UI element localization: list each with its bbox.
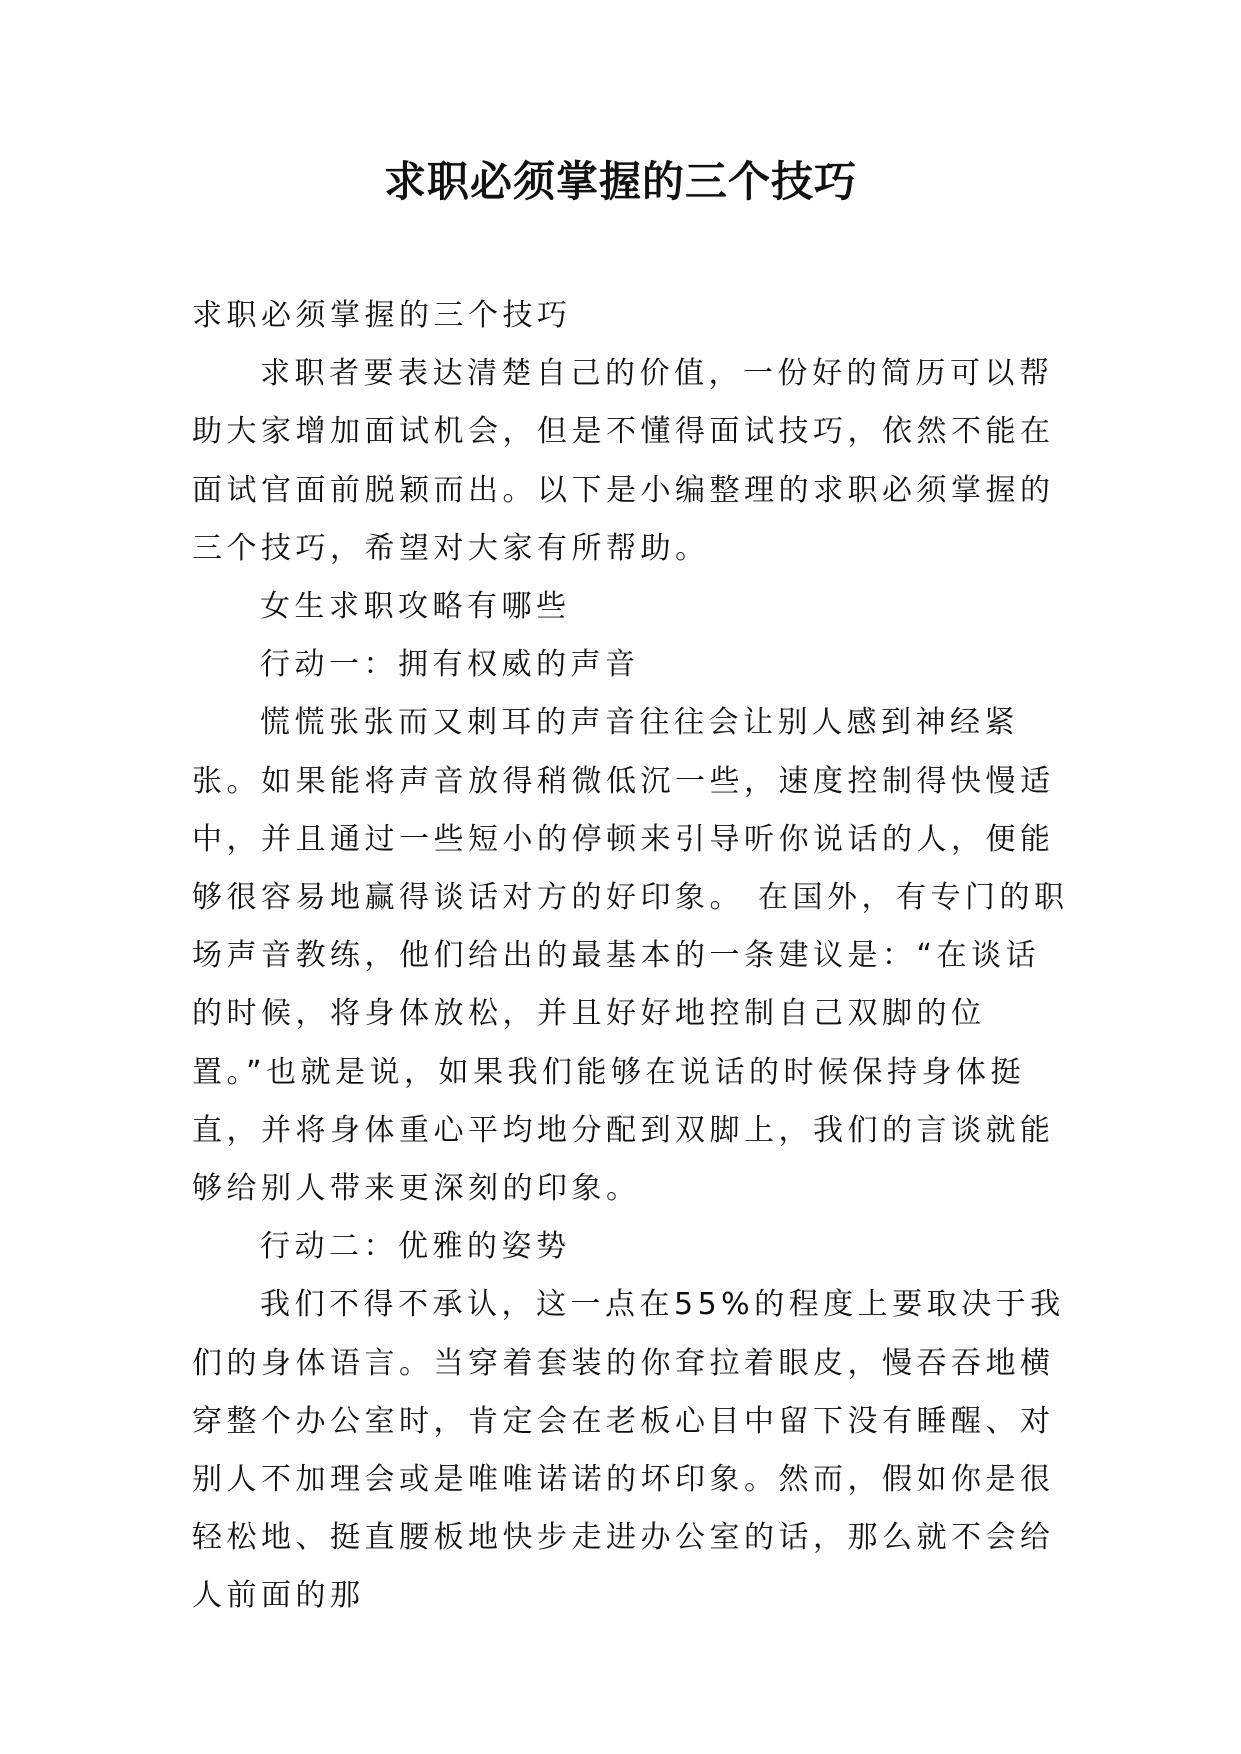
paragraph-action-one-heading: 行动一：拥有权威的声音 [260,647,640,683]
paragraph-action-two-heading: 行动二：优雅的姿势 [260,1229,571,1265]
paragraph-action-two-body: 我们不得不承认，这一点在55%的程度上要取决于我们的身体语言。当穿着套装的你耷拉着眼皮，慢吞吞地横穿整个办公室时，肯定会在老板心目中留下没有睡醒、对别人不加理会或是唯唯诺诺的坏印象。然而，假如你是很轻松地、挺直腰板地快步走进办公室的话，那么就不会给人前面的那 [192,1287,1065,1614]
paragraph-subheading: 女生求职攻略有哪些 [260,589,571,625]
paragraph-action-one-body: 慌慌张张而又刺耳的声音往往会让别人感到神经紧张。如果能将声音放得稍微低沉一些，速度控制得快慢适中，并且通过一些短小的停顿来引导听你说话的人，便能够很容易地赢得谈话对方的好印象。 在国外，有专门的职场声音教练，他们给出的最基本的一条建议是：“在谈话的时候，将身体放松，并且好好地控制自己双脚的位置。”也就是说，如果我们能够在说话的时候保持身体挺直，并将身体重心平均地分配到双脚上，我们的言谈就能够给别人带来更深刻的印象。 [192,705,1069,1207]
document-title: 求职必须掌握的三个技巧 [383,157,857,206]
document-body [192,287,1072,1626]
paragraph-heading: 求职必须掌握的三个技巧 [192,298,572,333]
paragraph-intro: 求职者要表达清楚自己的价值，一份好的简历可以帮助大家增加面试机会，但是不懂得面试技巧，依然不能在面试官面前脱颖而出。以下是小编整理的求职必须掌握的三个技巧，希望对大家有所帮助。 [192,356,1055,566]
